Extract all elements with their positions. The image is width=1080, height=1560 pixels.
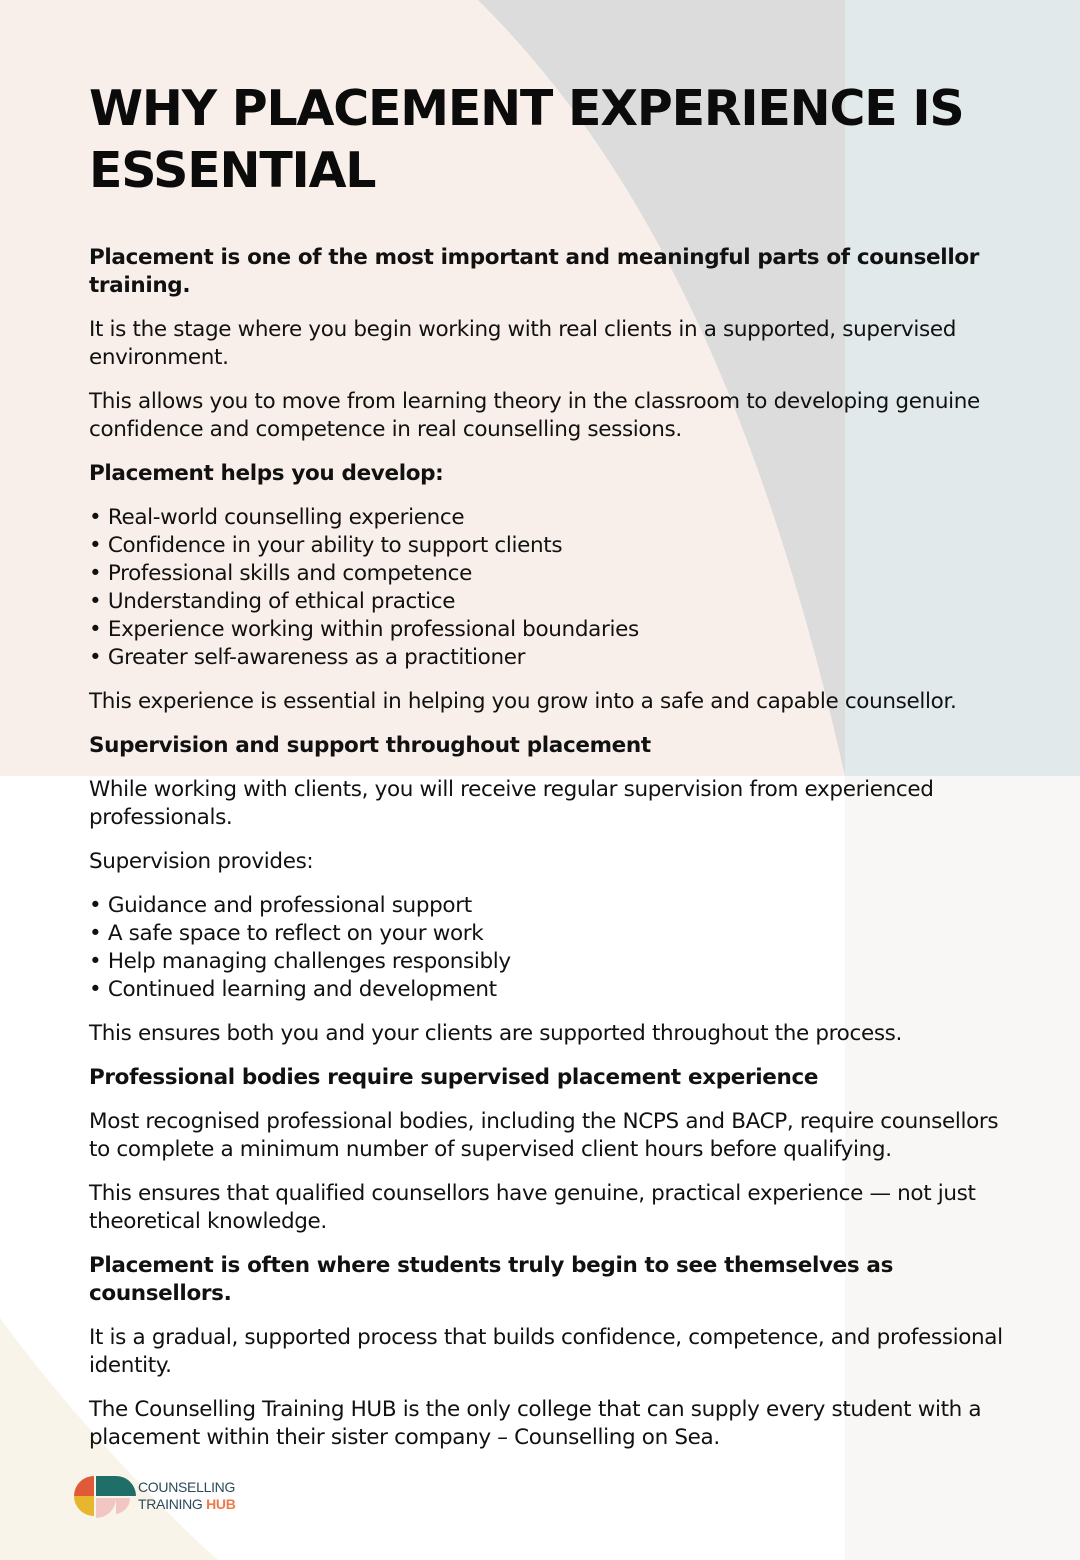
bodies-paragraph-1: Most recognised professional bodies, including the NCPS and BACP, require counsellors to complete a minimum number of supervised client hours before qualifying. bbox=[89, 1109, 999, 1162]
list-item: • Continued learning and development bbox=[89, 976, 1009, 1004]
identity-paragraph-2: The Counselling Training HUB is the only college that can supply every student with a placement within their sister company – Counselling on Sea. bbox=[89, 1397, 982, 1450]
supervision-paragraph-2: Supervision provides: bbox=[89, 849, 314, 874]
counselling-training-hub-logo bbox=[72, 1474, 252, 1518]
identity-heading: Placement is often where students truly begin to see themselves as counsellors. bbox=[89, 1253, 894, 1306]
list-item: • A safe space to reflect on your work bbox=[89, 920, 1009, 948]
list-item: • Greater self-awareness as a practitioner bbox=[89, 644, 1009, 672]
list-item: • Confidence in your ability to support clients bbox=[89, 532, 1009, 560]
develop-list bbox=[89, 504, 1009, 672]
bodies-paragraph-2: This ensures that qualified counsellors have genuine, practical experience — not just theoretical knowledge. bbox=[89, 1181, 976, 1234]
logo-line-2 bbox=[138, 1496, 236, 1513]
list-item: • Guidance and professional support bbox=[89, 892, 1009, 920]
develop-heading: Placement helps you develop: bbox=[89, 461, 444, 486]
logo-word-training: TRAINING bbox=[138, 1496, 203, 1512]
intro-paragraph-2: This allows you to move from learning theory in the classroom to developing genuine confidence and competence in real counselling sessions. bbox=[89, 389, 980, 442]
list-item: • Experience working within professional boundaries bbox=[89, 616, 1009, 644]
list-item: • Help managing challenges responsibly bbox=[89, 948, 1009, 976]
document-body bbox=[89, 78, 1009, 1468]
supervision-closing: This ensures both you and your clients are supported throughout the process. bbox=[89, 1021, 903, 1046]
list-item: • Understanding of ethical practice bbox=[89, 588, 1009, 616]
intro-lead: Placement is one of the most important and meaningful parts of counsellor training. bbox=[89, 245, 980, 298]
page-title: WHY PLACEMENT EXPERIENCE IS ESSENTIAL bbox=[89, 80, 964, 199]
identity-paragraph-1: It is a gradual, supported process that builds confidence, competence, and professional identity. bbox=[89, 1325, 1003, 1378]
develop-closing: This experience is essential in helping you grow into a safe and capable counsellor. bbox=[89, 689, 957, 714]
supervision-paragraph-1: While working with clients, you will receive regular supervision from experienced professionals. bbox=[89, 777, 934, 830]
logo-wordmark bbox=[138, 1479, 236, 1513]
list-item: • Professional skills and competence bbox=[89, 560, 1009, 588]
list-item: • Real-world counselling experience bbox=[89, 504, 1009, 532]
supervision-heading: Supervision and support throughout placement bbox=[89, 733, 651, 758]
bodies-heading: Professional bodies require supervised placement experience bbox=[89, 1065, 819, 1090]
logo-line-1: COUNSELLING bbox=[138, 1479, 236, 1495]
supervision-list bbox=[89, 892, 1009, 1004]
logo-mark-icon bbox=[72, 1474, 136, 1518]
logo-word-hub: HUB bbox=[206, 1496, 236, 1512]
intro-paragraph-1: It is the stage where you begin working with real clients in a supported, supervised environment. bbox=[89, 317, 957, 370]
